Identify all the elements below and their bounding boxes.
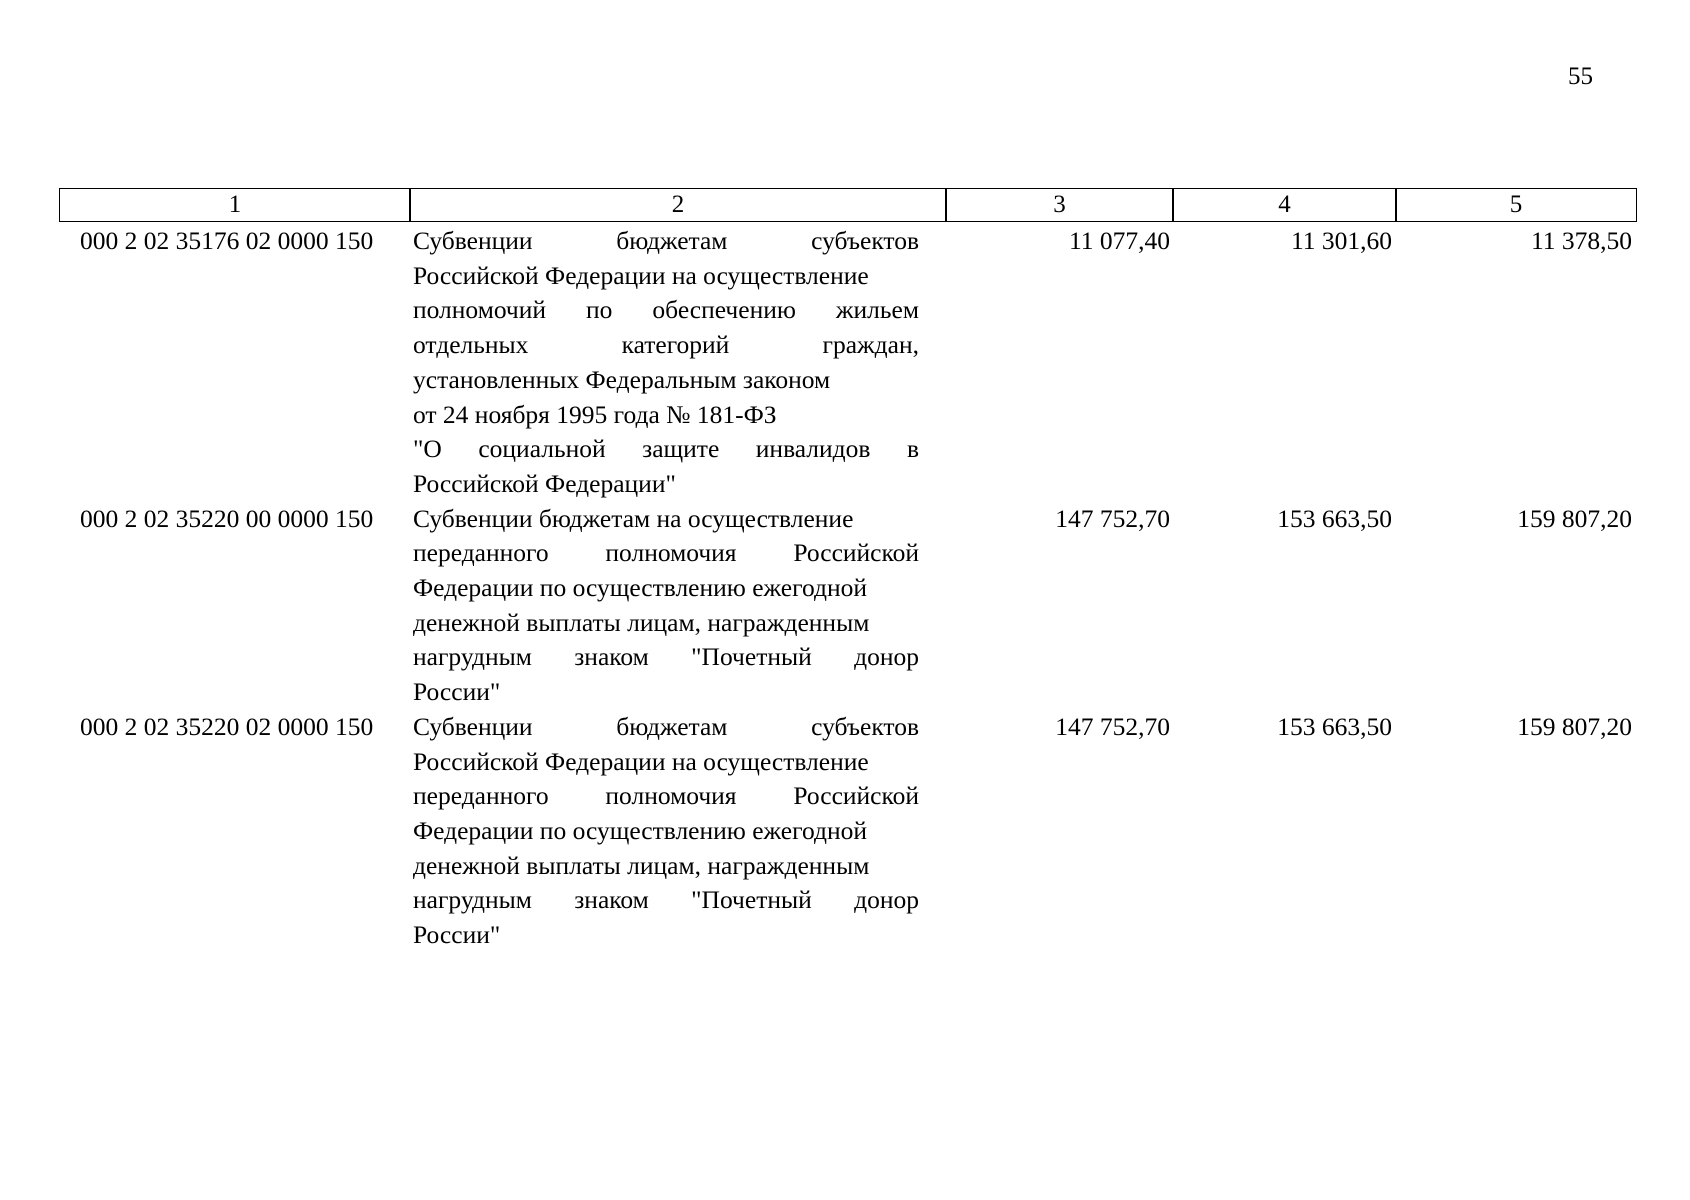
header-col-3: 3 — [945, 188, 1174, 222]
description-line: денежной выплаты лицам, награжденным — [413, 850, 870, 880]
value-col-4: 153 663,50 — [1277, 503, 1392, 533]
description-line: нагрудным знаком "Почетный донор — [413, 642, 919, 672]
table-row — [0, 224, 1690, 502]
value-col-5: 159 807,20 — [1517, 503, 1632, 533]
description-line: "О социальной защите инвалидов в — [413, 434, 919, 464]
row-description — [413, 710, 919, 953]
table-header — [59, 188, 1637, 222]
value-col-5: 159 807,20 — [1517, 711, 1632, 741]
header-col-5: 5 — [1395, 188, 1637, 222]
table-row — [0, 710, 1690, 953]
row-description — [413, 502, 919, 710]
description-line: полномочий по обеспечению жильем — [413, 295, 919, 325]
description-line: от 24 ноября 1995 года № 181-ФЗ — [413, 399, 777, 429]
description-line: Федерации по осуществлению ежегодной — [413, 815, 867, 845]
header-col-2: 2 — [409, 188, 947, 222]
table-body — [0, 224, 1690, 953]
description-line: переданного полномочия Российской — [413, 538, 919, 568]
header-col-4: 4 — [1172, 188, 1397, 222]
description-line: нагрудным знаком "Почетный донор — [413, 885, 919, 915]
value-col-3: 147 752,70 — [1055, 711, 1170, 741]
description-line: Российской Федерации" — [413, 468, 676, 498]
value-col-5: 11 378,50 — [1530, 226, 1632, 255]
budget-code: 000 2 02 35220 00 0000 150 — [80, 503, 374, 533]
description-line: России" — [413, 677, 501, 707]
value-col-3: 11 077,40 — [1068, 226, 1170, 255]
value-col-4: 153 663,50 — [1277, 711, 1392, 741]
description-line: денежной выплаты лицам, награжденным — [413, 607, 870, 637]
budget-code: 000 2 02 35220 02 0000 150 — [80, 711, 374, 741]
description-line: установленных Федеральным законом — [413, 364, 831, 394]
value-col-3: 147 752,70 — [1055, 503, 1170, 533]
header-col-1: 1 — [59, 188, 411, 222]
description-line: Субвенции бюджетам на осуществление — [413, 503, 854, 533]
description-line: Российской Федерации на осуществление — [413, 746, 869, 776]
page-number: 55 — [1568, 63, 1593, 90]
table-row — [0, 502, 1690, 710]
description-line: Субвенции бюджетам субъектов — [413, 226, 919, 255]
value-col-4: 11 301,60 — [1290, 226, 1392, 255]
description-line: переданного полномочия Российской — [413, 781, 919, 811]
description-line: Российской Федерации на осуществление — [413, 260, 869, 290]
description-line: Федерации по осуществлению ежегодной — [413, 573, 867, 603]
description-line: Субвенции бюджетам субъектов — [413, 711, 919, 741]
description-line: России" — [413, 920, 501, 950]
budget-code: 000 2 02 35176 02 0000 150 — [80, 226, 374, 255]
description-line: отдельных категорий граждан, — [413, 330, 919, 360]
row-description — [413, 224, 919, 502]
